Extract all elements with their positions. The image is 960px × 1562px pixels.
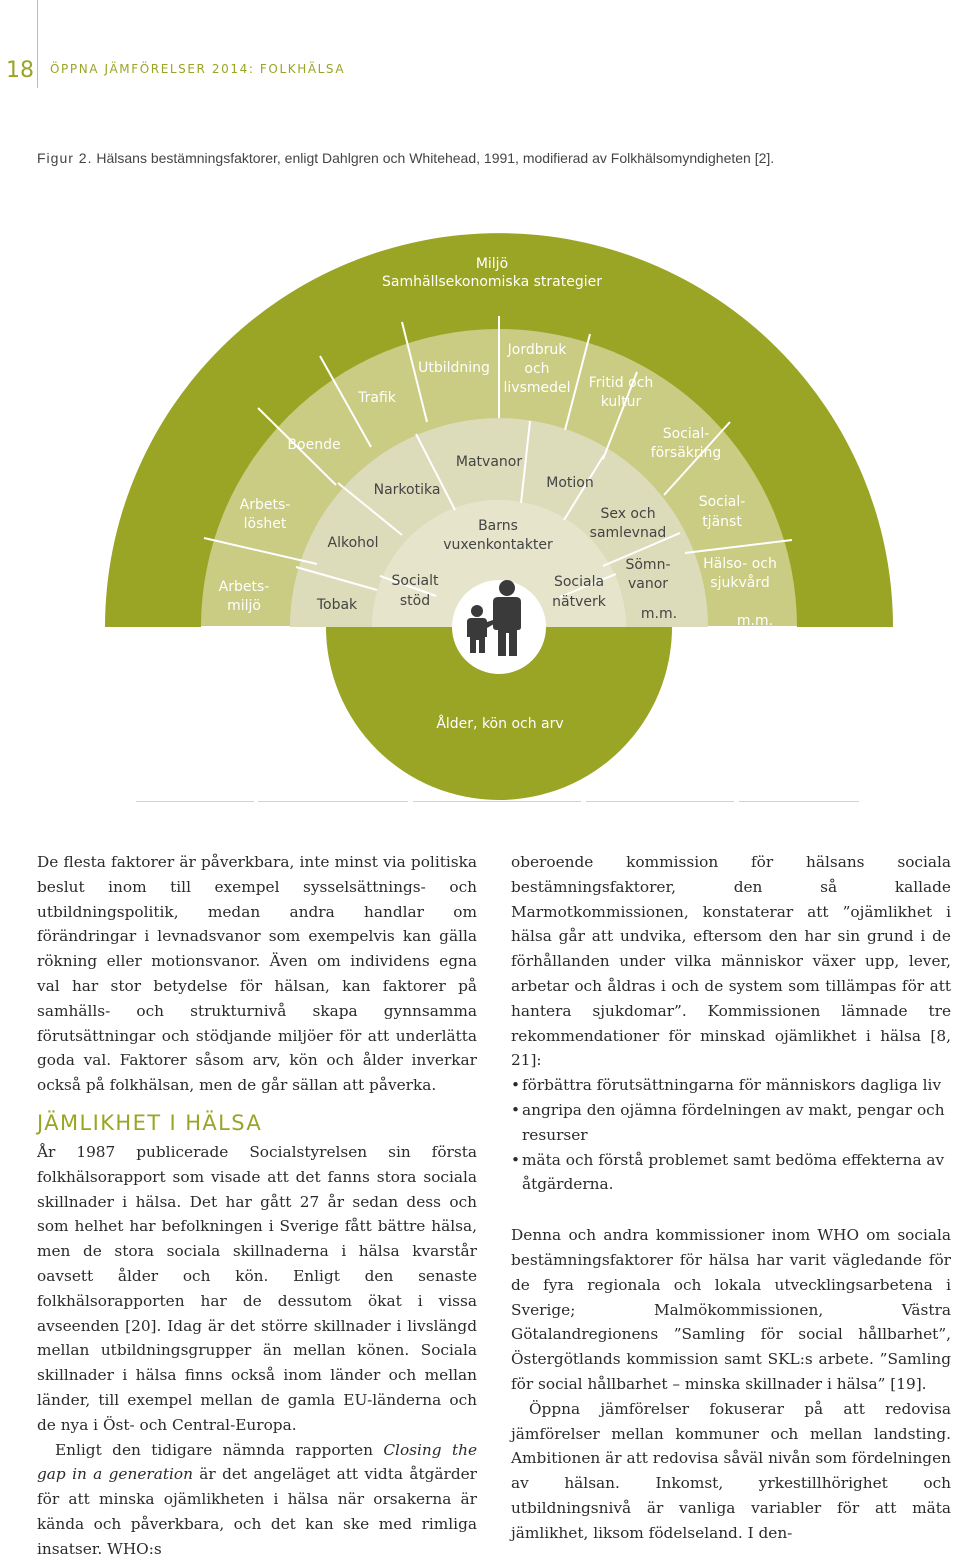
page-number: 18 <box>6 58 34 83</box>
paragraph: Denna och andra kommissioner inom WHO om sociala bestämningsfaktorer för hälsa har varit vägledande för de fyra regionala och lokala utvecklingsarbetena i Sverige; Malmökommissionen, Västra Götalandregionens ”Samling för social hållbarhet”, Östergötlands kommission samt SKL:s arbete. ”Samling för social hållbarhet – minska skillnader i hälsa” [19]. <box>511 1226 951 1393</box>
list-item: • förbättra förutsättningarna för människors dagliga liv <box>511 1073 951 1098</box>
label-sex-1: Sex och <box>600 506 656 522</box>
label-arc2-mm: m.m. <box>736 613 774 629</box>
paragraph: Öppna jämförelser fokuserar på att redovisa jämförelser mellan kommuner och mellan landsting. Ambitionen är att redovisa såväl nivån som fördelningen av hälsan. Inkomst, yrkestillhörighet och utbildningsnivå är vanliga variabler för att mäta jämlikhet, liksom födelseland. I den- <box>511 1399 951 1542</box>
paragraph-text: är det angeläget att vidta åtgärder för att minska ojämlikheten i hälsa när orsakerna är kända och påverkbara, och det kan ske med rimliga insatser. WHO:s <box>37 1465 477 1558</box>
label-barns: Barns <box>478 518 518 534</box>
paragraph: De flesta faktorer är påverkbara, inte minst via politiska beslut inom till exempel sysselsättnings- och utbildningspolitik, medan andra handlar om förändringar i levnadsvanor som exempelvis kan gälla rökning eller motionsvanor. Även om individens egna val har stor betydelse för hälsan, kan faktorer på samhälls- och strukturnivå skapa gynnsamma förutsättningar och stödjande miljöer för att underlätta goda val. Faktorer såsom arv, kön och ålder inverkar också på folkhälsan, men de går sällan att påverka. <box>37 853 477 1095</box>
label-fritid-1: Fritid och <box>588 375 654 391</box>
label-socialtjanst-1: Social- <box>698 494 746 510</box>
divider-rule <box>258 801 408 802</box>
label-somn-1: Sömn- <box>625 557 671 573</box>
label-fritid-2: kultur <box>600 394 642 410</box>
label-arc3-mm: m.m. <box>640 606 678 622</box>
label-utbildning: Utbildning <box>418 360 490 376</box>
label-narkotika: Narkotika <box>373 482 441 498</box>
divider-rule <box>586 801 734 802</box>
label-tobak: Tobak <box>316 597 358 613</box>
label-halso-2: sjukvård <box>710 575 770 591</box>
label-socialt-stod-1: Socialt <box>391 573 439 589</box>
label-socialt-stod-2: stöd <box>399 593 431 609</box>
list-item: • angripa den ojämna fördelningen av makt, pengar och resurser <box>511 1098 951 1148</box>
label-sociala-natverk-2: nätverk <box>552 594 606 610</box>
paragraph: oberoende kommission för hälsans sociala bestämningsfaktorer, den så kallade Marmotkommissionen, konstaterar att ”ojämlikhet i hälsa går att undvika, eftersom den har sin grund i de förhållanden under vilka människor växer upp, lever, arbetar och åldras i och de system som tillämpas för att hantera sjukdomar”. Kommissionen lämnade tre rekommendationer för minskad ojämlikhet i hälsa [8, 21]: <box>511 853 951 1070</box>
label-sex-2: samlevnad <box>589 525 667 541</box>
divider-rule <box>413 801 581 802</box>
label-socialforsakring-1: Social- <box>662 426 710 442</box>
label-samhallsekonomiska: Samhällsekonomiska strategier <box>382 274 602 290</box>
recommendation-list <box>511 1073 951 1197</box>
list-item: • mäta och förstå problemet samt bedöma effekterna av åtgärderna. <box>511 1148 951 1198</box>
label-socialforsakring-2: försäkring <box>650 445 722 461</box>
label-alkohol: Alkohol <box>327 535 379 551</box>
label-matvanor: Matvanor <box>455 454 523 470</box>
left-column <box>37 850 477 1562</box>
label-arbetsloshet-1: Arbets- <box>239 497 291 513</box>
label-sociala-natverk-1: Sociala <box>553 574 605 590</box>
paragraph <box>37 1438 477 1562</box>
figure-caption-text: Hälsans bestämningsfaktorer, enligt Dahlgren och Whitehead, 1991, modifierad av Folkhälsomyndigheten [2]. <box>96 150 775 166</box>
label-somn-2: vanor <box>627 576 669 592</box>
label-jordbruk-3: livsmedel <box>503 380 571 396</box>
section-heading: JÄMLIKHET I HÄLSA <box>37 1110 263 1135</box>
label-vuxenkontakter: vuxenkontakter <box>443 537 553 553</box>
label-alder-kon-arv: Ålder, kön och arv <box>436 716 564 732</box>
label-miljo: Miljö <box>475 256 509 272</box>
label-motion: Motion <box>546 475 594 491</box>
divider-rule <box>136 801 254 802</box>
label-socialtjanst-2: tjänst <box>702 514 742 530</box>
figure-label: Figur 2. <box>37 150 93 166</box>
label-arbetsmiljo-2: miljö <box>227 598 261 614</box>
label-jordbruk-2: och <box>524 361 550 377</box>
label-arbetsmiljo-1: Arbets- <box>218 579 270 595</box>
label-trafik: Trafik <box>358 390 396 406</box>
label-boende: Boende <box>287 437 341 453</box>
report-title: Closing the gap in a generation <box>37 1440 477 1484</box>
label-arbetsloshet-2: löshet <box>243 516 287 532</box>
label-jordbruk-1: Jordbruk <box>507 342 567 358</box>
label-halso-1: Hälso- och <box>703 556 777 572</box>
running-head: ÖPPNA JÄMFÖRELSER 2014: FOLKHÄLSA <box>50 62 346 76</box>
right-column <box>511 850 951 1546</box>
paragraph-text: Enligt den tidigare nämnda rapporten <box>55 1440 384 1459</box>
divider-rule <box>739 801 859 802</box>
paragraph: År 1987 publicerade Socialstyrelsen sin första folkhälsorapport som visade att det fanns stora sociala skillnader i hälsa. Det har gått 27 år sedan dess och som helhet har befolkningen i Sverige fått bättre hälsa, men de stora sociala skillnaderna i hälsa kvarstår oavsett ålder och kön. Enligt den senaste folkhälsorapporten har de dessutom ökat i vissa avseenden [20]. Idag är det större skillnader i livslängd mellan utbildningsgrupper än mellan könen. Sociala skillnader i hälsa finns också inom länder och mellan länder, till exempel mellan de gamla EU-länderna och de nya i Öst- och Central-Europa. <box>37 1142 477 1434</box>
